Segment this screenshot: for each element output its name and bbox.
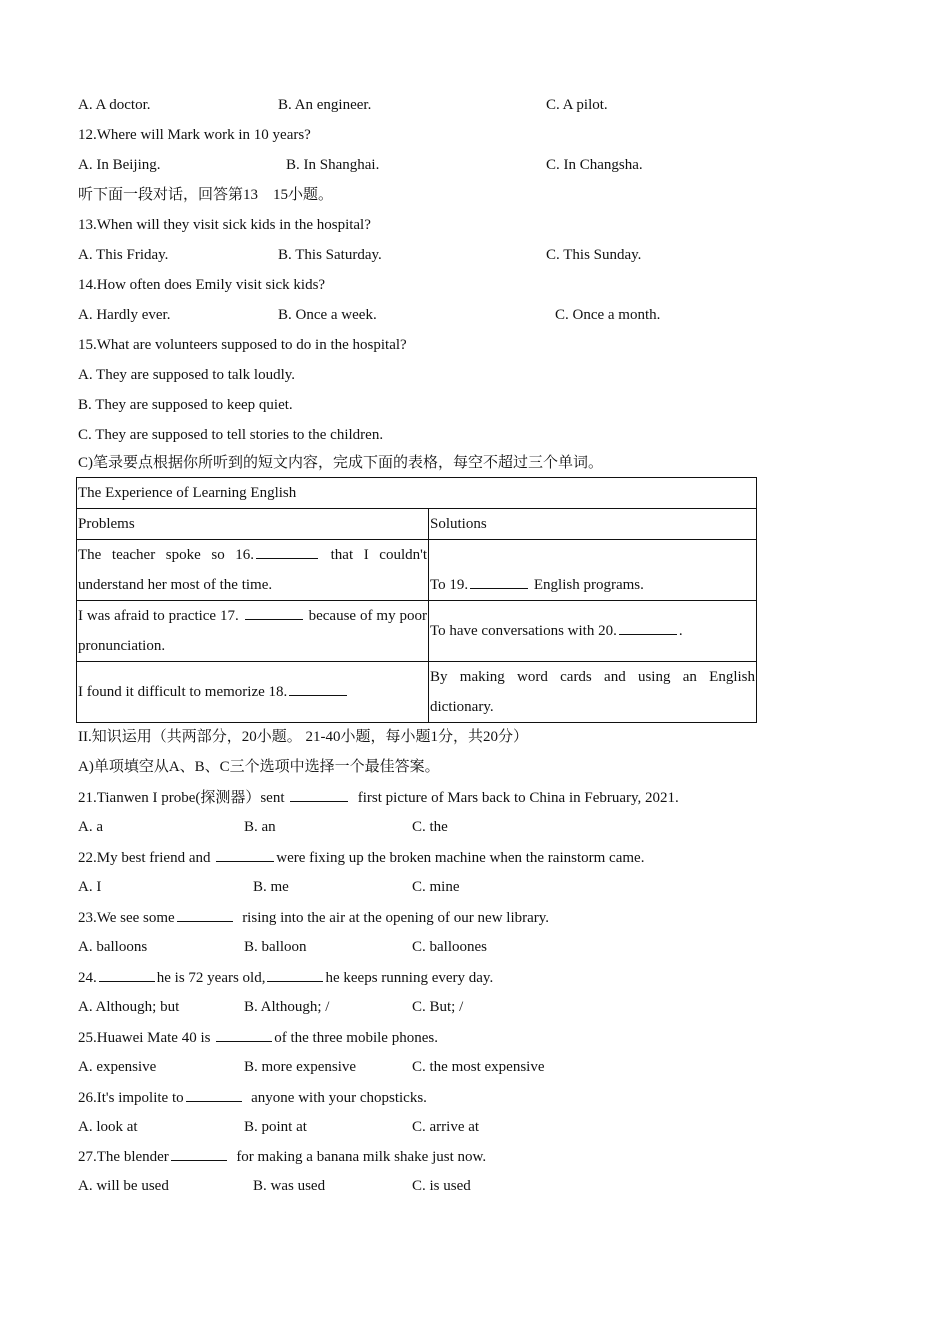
table-row1-problem [77,540,429,601]
q14-option-b: B. Once a week. [278,307,377,323]
q27-text-b: for making a banana milk shake just now. [236,1149,487,1165]
blank-19[interactable] [470,573,528,589]
q11-option-b: B. An engineer. [278,97,372,113]
q21-text-a: 21.Tianwen I probe(探测器）sent [78,790,285,806]
q21-blank[interactable] [290,786,348,802]
blank-18[interactable] [289,680,347,696]
q24-option-b: B. Although; / [244,999,330,1015]
table-row2-solution [429,601,757,662]
q26-option-c: C. arrive at [412,1119,480,1135]
q24-blank-1[interactable] [99,966,155,982]
q13-option-a: A. This Friday. [78,247,169,263]
q13-question: 13.When will they visit sick kids in the hospital? [78,217,371,233]
row2-problem-text-b: because of my poor pronunciation. [78,608,427,654]
q21-text-b: first picture of Mars back to China in February, 2021. [357,790,679,806]
q24-text-c: he keeps running every day. [325,970,494,986]
blank-16[interactable] [256,543,318,559]
table-header-solutions: Solutions [429,509,757,540]
q26-option-b: B. point at [244,1119,307,1135]
q27-option-a: A. will be used [78,1178,169,1194]
experience-table [76,477,757,723]
q15-option-b: B. They are supposed to keep quiet. [78,397,293,413]
q22-question [78,846,644,868]
q21-option-c: C. the [412,819,448,835]
q26-text-b: anyone with your chopsticks. [251,1090,427,1106]
q21-option-b: B. an [244,819,276,835]
section-c-instruction: C)笔录要点根据你所听到的短文内容，完成下面的表格，每空不超过三个单词。 [78,455,604,471]
q25-option-a: A. expensive [78,1059,157,1075]
row1-solution-text-a: To 19. [430,577,469,593]
q25-text-b: of the three mobile phones. [274,1030,438,1046]
q27-text-a: 27.The blender [78,1149,169,1165]
q27-blank[interactable] [171,1145,227,1161]
q12-option-a: A. In Beijing. [78,157,161,173]
q23-question [78,906,549,928]
table-row3-solution: By making word cards and using an English dictionary. [429,662,757,723]
blank-20[interactable] [619,619,677,635]
q24-text-a: 24. [78,970,97,986]
q13-option-b: B. This Saturday. [278,247,382,263]
table-row2-problem [77,601,429,662]
q23-blank[interactable] [177,906,233,922]
q25-blank[interactable] [216,1026,272,1042]
q23-option-c: C. balloones [412,939,487,955]
q23-option-b: B. balloon [244,939,307,955]
q15-option-a: A. They are supposed to talk loudly. [78,367,296,383]
table-title: The Experience of Learning English [77,478,757,509]
q23-text-b: rising into the air at the opening of our new library. [242,910,550,926]
q26-text-a: 26.It's impolite to [78,1090,184,1106]
instruction-13-15: 听下面一段对话，回答第13 15小题。 [78,187,334,203]
q25-option-c: C. the most expensive [412,1059,545,1075]
q14-option-a: A. Hardly ever. [78,307,171,323]
part2-a-instruction: A)单项填空从A、B、C三个选项中选择一个最佳答案。 [78,759,440,775]
q25-question [78,1026,438,1048]
q13-option-c: C. This Sunday. [546,247,642,263]
q24-text-b: he is 72 years old, [156,970,266,986]
row1-solution-text-b: English programs. [533,577,644,593]
q27-option-c: C. is used [412,1178,471,1194]
blank-17[interactable] [245,604,303,620]
q11-option-a: A. A doctor. [78,97,151,113]
q23-option-a: A. balloons [78,939,148,955]
table-row3-problem [77,662,429,723]
q26-blank[interactable] [186,1086,242,1102]
q22-option-b: B. me [253,879,289,895]
q27-question [78,1145,486,1167]
q14-question: 14.How often does Emily visit sick kids? [78,277,326,293]
part2-heading: II.知识运用（共两部分，20小题。 21-40小题，每小题1分，共20分） [78,729,528,745]
row1-problem-text-b: that I couldn't understand her most of the time. [78,547,427,593]
q14-option-c: C. Once a month. [555,307,661,323]
row2-solution-text-b: . [678,623,683,639]
q25-text-a: 25.Huawei Mate 40 is [78,1030,211,1046]
row2-problem-text-a: I was afraid to practice 17. [78,608,239,624]
q22-option-c: C. mine [412,879,460,895]
row2-solution-text-a: To have conversations with 20. [430,623,617,639]
q12-option-b: B. In Shanghai. [286,157,380,173]
q15-option-c: C. They are supposed to tell stories to the children. [78,427,384,443]
q12-question: 12.Where will Mark work in 10 years? [78,127,311,143]
q23-text-a: 23.We see some [78,910,175,926]
q24-option-c: C. But; / [412,999,464,1015]
q24-option-a: A. Although; but [78,999,180,1015]
table-row1-solution [429,540,757,601]
q26-question [78,1086,427,1108]
row1-problem-text-a: The teacher spoke so 16. [78,547,255,563]
q22-blank[interactable] [216,846,274,862]
q24-blank-2[interactable] [267,966,323,982]
q22-text-b: were fixing up the broken machine when the rainstorm came. [276,850,645,866]
row3-problem-text: I found it difficult to memorize 18. [78,684,288,700]
q26-option-a: A. look at [78,1119,138,1135]
q15-question: 15.What are volunteers supposed to do in the hospital? [78,337,407,353]
q27-option-b: B. was used [253,1178,326,1194]
table-header-problems: Problems [77,509,429,540]
q21-option-a: A. a [78,819,103,835]
q22-text-a: 22.My best friend and [78,850,211,866]
q25-option-b: B. more expensive [244,1059,357,1075]
q21-question [78,786,679,808]
q12-option-c: C. In Changsha. [546,157,643,173]
q22-option-a: A. I [78,879,102,895]
q24-question [78,966,493,988]
q11-option-c: C. A pilot. [546,97,608,113]
